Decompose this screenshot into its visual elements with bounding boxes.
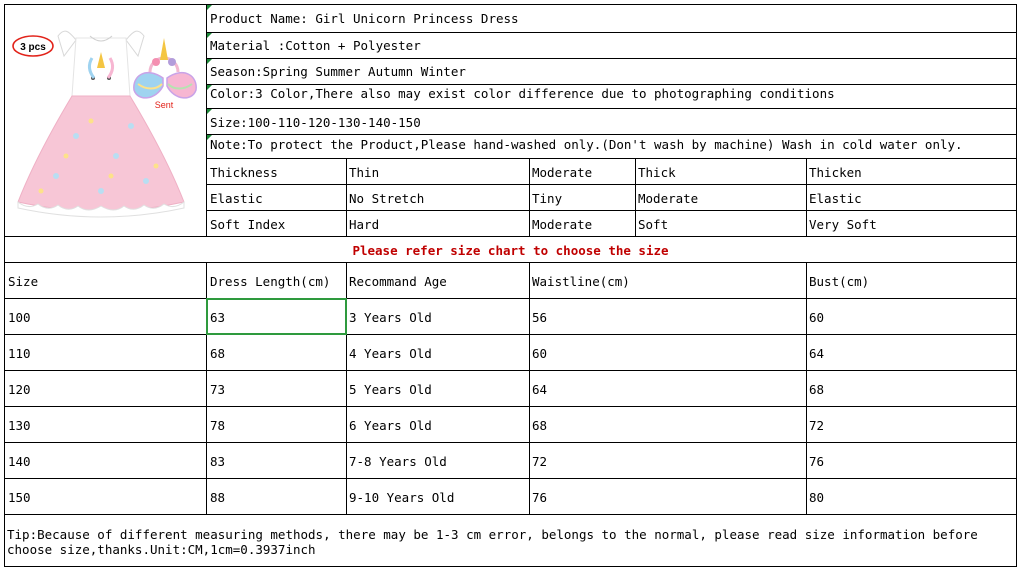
size-table-cell: 6 Years Old: [349, 418, 432, 433]
size-table-cell: 64: [532, 382, 548, 397]
wings-icon: [134, 73, 196, 98]
size-table-cell: 100: [8, 310, 31, 325]
measurement-tip: Tip:Because of different measuring methods, there may be 1-3 cm error, belongs to the normal, please read size information before choose size,thanks.Unit:CM,1cm=0.3937inch: [7, 527, 978, 557]
size-table-cell: 56: [532, 310, 548, 325]
size-table-cell: 64: [809, 346, 825, 361]
attribute-cell: Elastic: [210, 191, 263, 206]
three-pcs-badge-text: 3 pcs: [20, 42, 46, 53]
cell-selection-outline[interactable]: [206, 298, 347, 335]
attribute-cell: Moderate: [532, 217, 593, 232]
size-table-cell: 76: [809, 454, 825, 469]
size-table-cell: 68: [532, 418, 548, 433]
product-color: Color:3 Color,There also may exist color difference due to photographing conditions: [210, 86, 835, 101]
attribute-cell: Moderate: [532, 165, 593, 180]
size-table-header: Waistline(cm): [532, 274, 630, 289]
size-table-cell: 68: [210, 346, 226, 361]
attribute-cell: Moderate: [638, 191, 699, 206]
size-table-cell: 9-10 Years Old: [349, 490, 455, 505]
attribute-cell: Hard: [349, 217, 380, 232]
size-table-cell: 78: [210, 418, 226, 433]
product-care-note: Note:To protect the Product,Please hand-washed only.(Don't wash by machine) Wash in cold water only.: [210, 137, 963, 152]
product-photo: [6, 6, 205, 234]
product-season: Season:Spring Summer Autumn Winter: [210, 64, 466, 79]
attribute-cell: Tiny: [532, 191, 563, 206]
size-table-header: Dress Length(cm): [210, 274, 331, 289]
size-table-header: Recommand Age: [349, 274, 447, 289]
size-table-cell: 73: [210, 382, 226, 397]
product-size-range: Size:100-110-120-130-140-150: [210, 115, 421, 130]
size-table-cell: 72: [532, 454, 548, 469]
size-table-cell: 3 Years Old: [349, 310, 432, 325]
size-table-cell: 80: [809, 490, 825, 505]
size-table-cell: 88: [210, 490, 226, 505]
size-table-cell: 60: [532, 346, 548, 361]
size-table-cell: 5 Years Old: [349, 382, 432, 397]
attribute-cell: Thickness: [210, 165, 278, 180]
attribute-cell: Elastic: [809, 191, 862, 206]
unicorn-headband-icon: [150, 38, 178, 72]
size-table-header: Size: [8, 274, 39, 289]
size-table-cell: 130: [8, 418, 31, 433]
product-name: Product Name: Girl Unicorn Princess Dress: [210, 11, 519, 26]
size-table-header: Bust(cm): [809, 274, 870, 289]
attribute-cell: Soft: [638, 217, 669, 232]
attribute-cell: Thicken: [809, 165, 862, 180]
sent-label: Sent: [154, 100, 174, 110]
size-table-cell: 120: [8, 382, 31, 397]
size-chart-notice: Please refer size chart to choose the size: [352, 243, 669, 258]
size-table-cell: 76: [532, 490, 548, 505]
size-table-cell: 140: [8, 454, 31, 469]
size-table-cell: 110: [8, 346, 31, 361]
size-table-cell: 72: [809, 418, 825, 433]
size-table-cell: 60: [809, 310, 825, 325]
attribute-cell: Soft Index: [210, 217, 286, 232]
size-table-cell: 150: [8, 490, 31, 505]
attribute-cell: Very Soft: [809, 217, 877, 232]
size-table-cell: 68: [809, 382, 825, 397]
size-table-cell: 7-8 Years Old: [349, 454, 447, 469]
attribute-cell: Thick: [638, 165, 676, 180]
size-table-cell[interactable]: 63: [210, 310, 226, 325]
attribute-cell: No Stretch: [349, 191, 425, 206]
attribute-cell: Thin: [349, 165, 380, 180]
product-material: Material :Cotton + Polyester: [210, 38, 421, 53]
three-pcs-badge: [13, 36, 53, 56]
size-table-cell: 4 Years Old: [349, 346, 432, 361]
size-table-cell: 83: [210, 454, 226, 469]
